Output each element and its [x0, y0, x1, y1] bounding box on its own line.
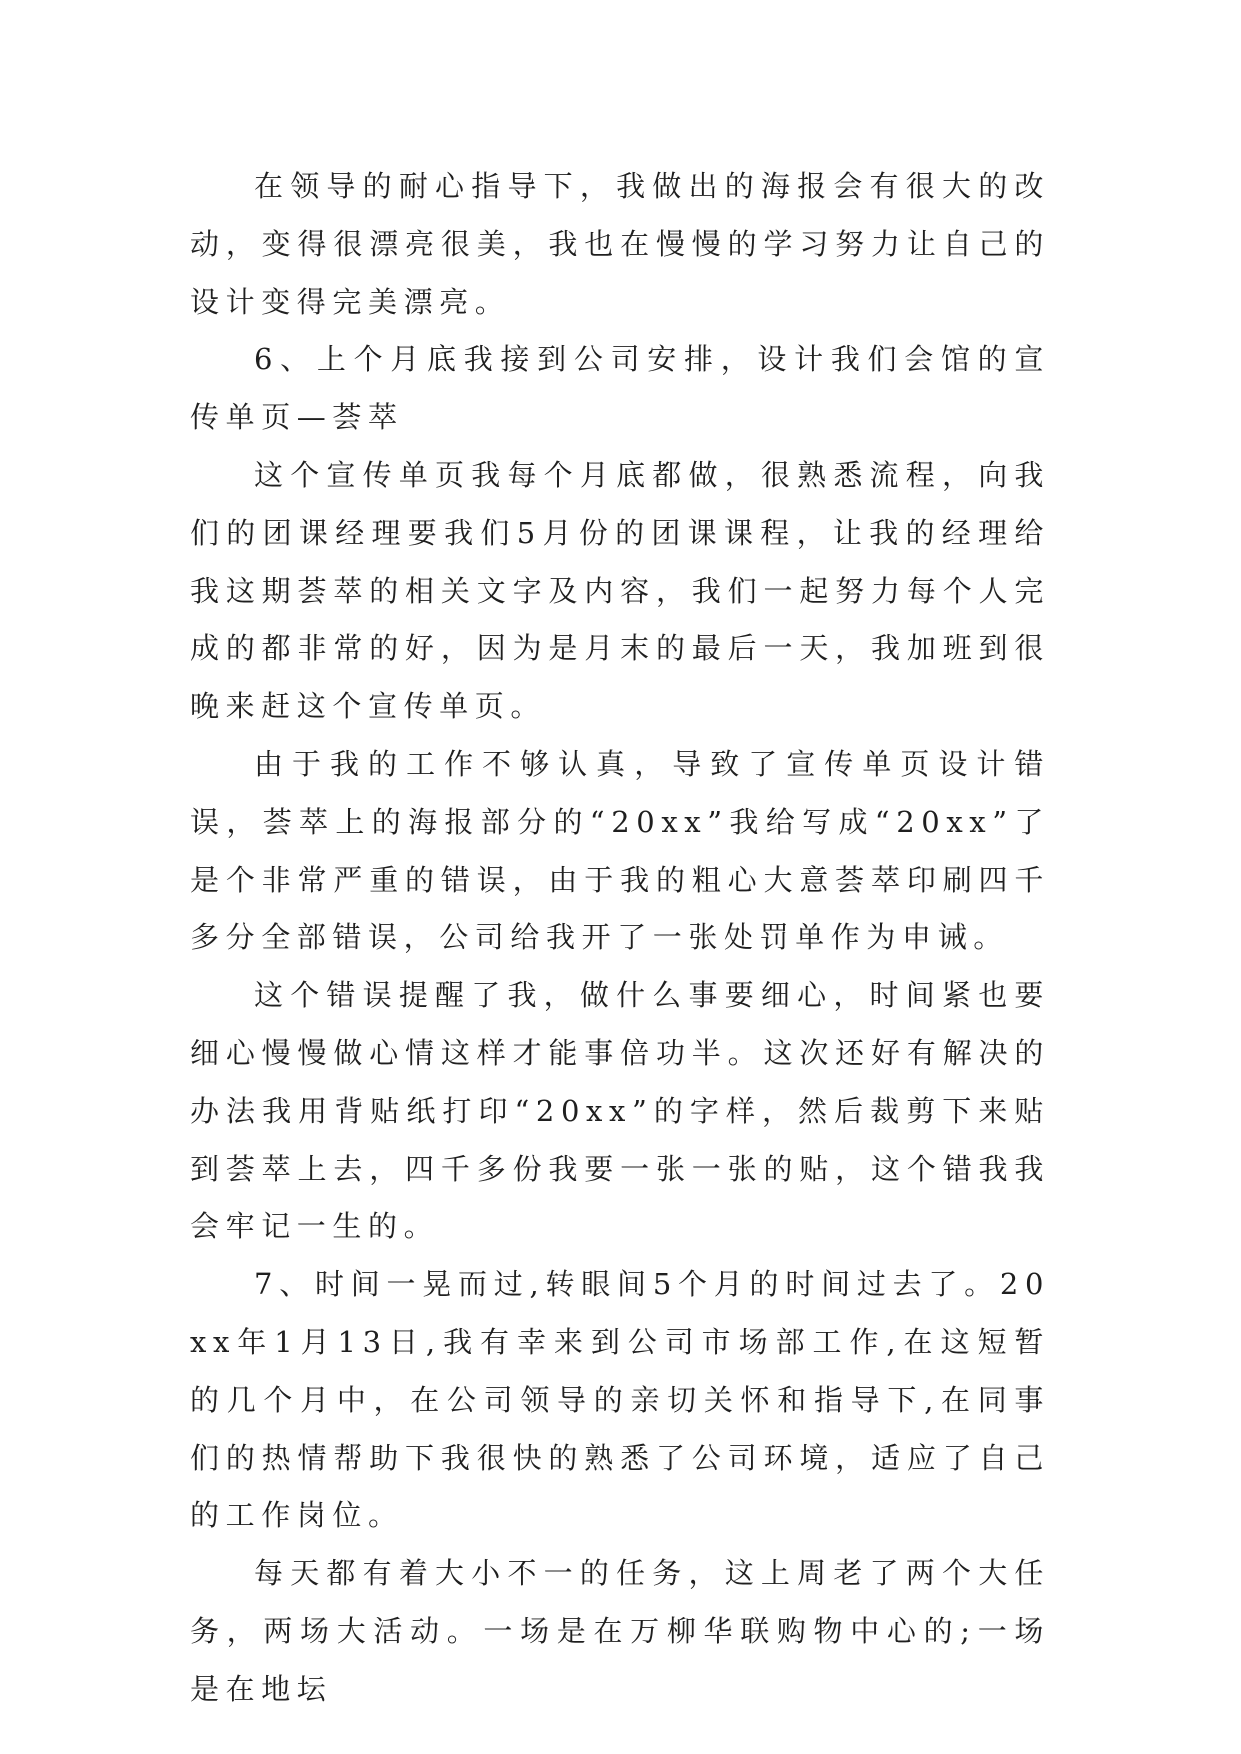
document-body — [190, 158, 1050, 1719]
paragraph-daily-tasks: 每天都有着大小不一的任务，这上周老了两个大任务，两场大活动。一场是在万柳华联购物中心的;一场是在地坛 — [190, 1556, 1050, 1706]
paragraph-monthly-flyer-process: 这个宣传单页我每个月底都做，很熟悉流程，向我们的团课经理要我们5月份的团课课程，让我的经理给我这期荟萃的相关文字及内容，我们一起努力每个人完成的都非常的好，因为是月末的最后一天，我加班到很晚来赶这个宣传单页。 — [190, 457, 1050, 724]
paragraph-flyer-error: 由于我的工作不够认真，导致了宣传单页设计错误，荟萃上的海报部分的“20xx”我给写成“20xx”了是个非常严重的错误，由于我的粗心大意荟萃印刷四千多分全部错误，公司给我开了一张处罚单作为申诫。 — [190, 746, 1050, 955]
paragraph-lesson-learned: 这个错误提醒了我，做什么事要细心，时间紧也要细心慢慢做心情这样才能事倍功半。这次还好有解决的办法我用背贴纸打印“20xx”的字样，然后裁剪下来贴到荟萃上去，四千多份我要一张一张的贴，这个错我我会牢记一生的。 — [190, 978, 1050, 1244]
paragraph-item-6-flyer-task: 6、上个月底我接到公司安排，设计我们会馆的宣传单页—荟萃 — [190, 342, 1050, 435]
paragraph-poster-improvement: 在领导的耐心指导下，我做出的海报会有很大的改动，变得很漂亮很美，我也在慢慢的学习努力让自己的设计变得完美漂亮。 — [190, 169, 1050, 319]
paragraph-item-7-marketing-dept: 7、时间一晃而过,转眼间5个月的时间过去了。20xx年1月13日,我有幸来到公司市场部工作,在这短暂的几个月中，在公司领导的亲切关怀和指导下,在同事们的热情帮助下我很快的熟悉了公司环境，适应了自己的工作岗位。 — [190, 1267, 1050, 1533]
